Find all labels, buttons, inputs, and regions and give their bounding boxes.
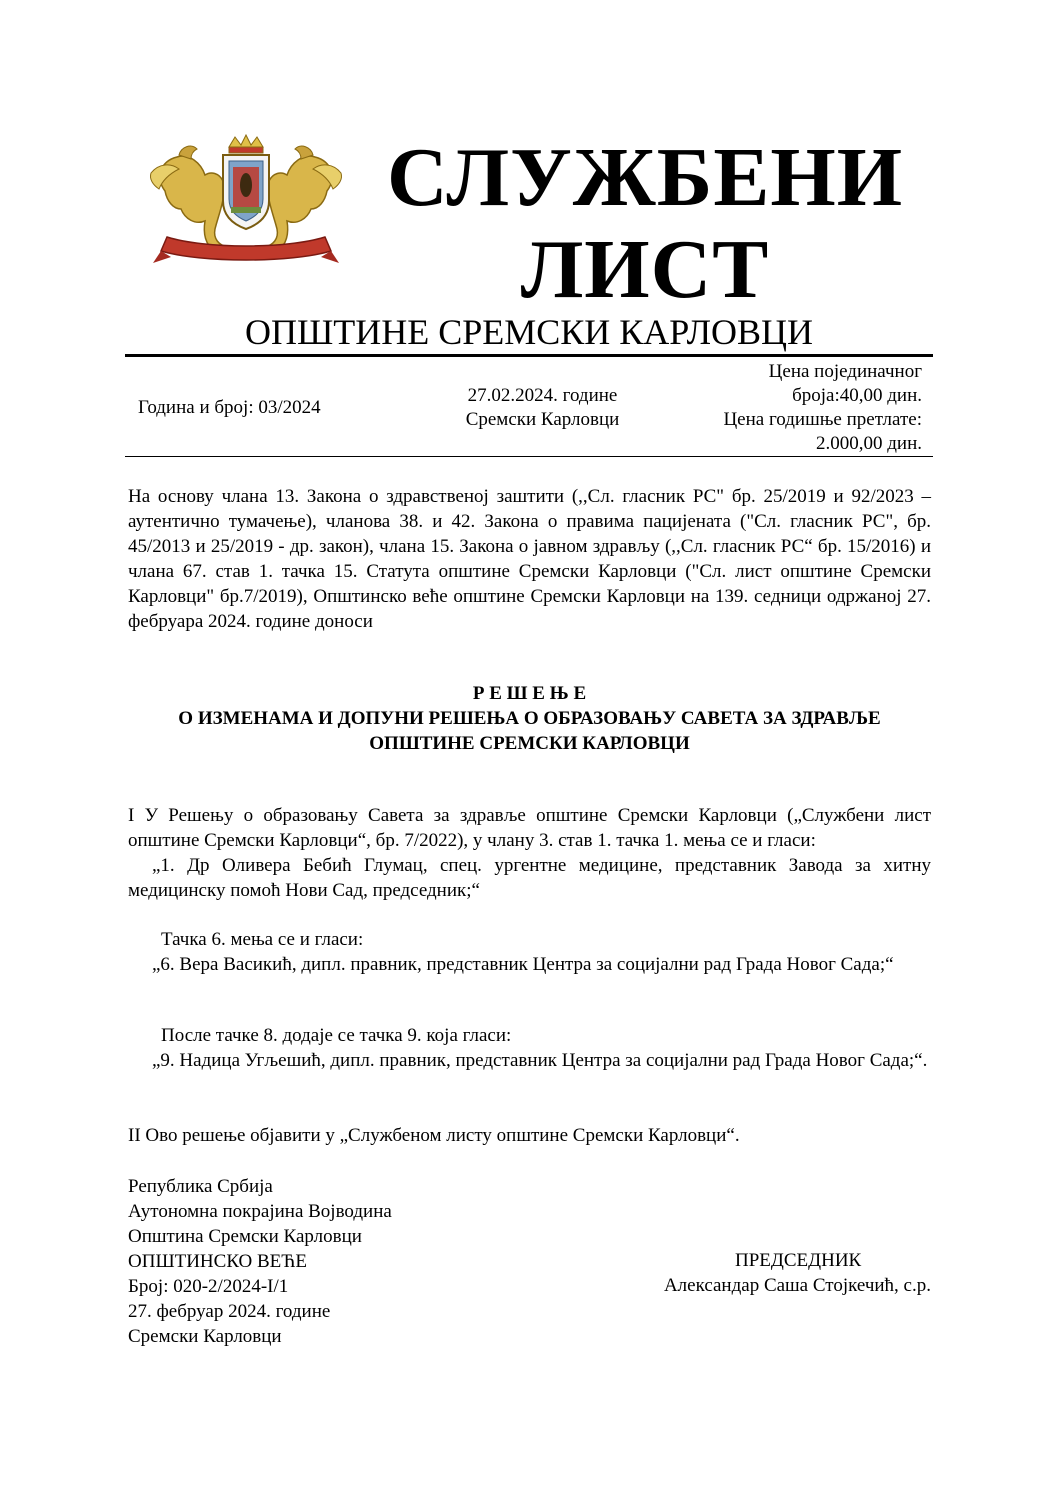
point-one-quote: „1. Др Оливера Бебић Глумац, спец. ургентне медицине, представник Завода за хитну медицинску помоћ Нови Сад, председник;“ [128, 855, 931, 901]
president-name: Александар Саша Стојкечић, с.р. [663, 1275, 931, 1296]
price-single-line-1: Цена појединачног [768, 361, 922, 382]
issue-date: 27.02.2024. године [467, 385, 618, 406]
point-nine-quote: „9. Надица Угљешић, дипл. правник, представник Центра за социјални рад Града Новог Сада;“. [152, 1050, 928, 1071]
section-one-paragraph: I У Решењу о образовању Савета за здравље општине Сремски Карловци („Службени лист општине Сремски Карловци“, бр. 7/2022), у члану 3. став 1. тачка 1. мења се и гласи: [128, 805, 931, 851]
signature-line: 27. фебруар 2024. године [128, 1301, 331, 1322]
section-two-paragraph: II Ово решење објавити у „Службеном листу општине Сремски Карловци“. [128, 1125, 740, 1146]
header-rule-bottom [125, 456, 933, 457]
header-rule-top [125, 354, 933, 357]
signature-line: Република Србија [128, 1176, 273, 1197]
point-six-intro: Тачка 6. мења се и гласи: [161, 929, 364, 950]
decision-title-line-2: О ИЗМЕНАМА И ДОПУНИ РЕШЕЊА О ОБРАЗОВАЊУ САВЕТА ЗА ЗДРАВЉЕ [178, 708, 881, 729]
issue-date-place [420, 384, 665, 432]
gazette-title-line-2: ЛИСТ [520, 223, 770, 316]
signature-line: ОПШТИНСКО ВЕЋЕ [128, 1251, 307, 1272]
decision-title-line-3: ОПШТИНЕ СРЕМСКИ КАРЛОВЦИ [369, 733, 690, 754]
preamble-paragraph: На основу члана 13. Закона о здравственој заштити (,,Сл. гласник РС" бр. 25/2019 и 92/2023 – аутентично тумачење), чланова 38. и 42. Закона о правима пацијената ("Сл. гласник РС", бр. 45/2013 и 25/2019 - др. закон), члана 15. Закона о јавном здрављу (,,Сл. гласник РС“ бр. 15/2016) и члана 67. став 1. тачка 15. Статута општине Сремски Карловци ("Сл. лист општине Сремски Карловци" бр.7/2019), Општинско веће општине Сремски Карловци на 139. седници одржаној 27. фебруара 2024. године доноси [128, 486, 931, 632]
coat-of-arms-icon [145, 133, 347, 268]
issue-prices [660, 360, 922, 456]
point-six-quote: „6. Вера Васикић, дипл. правник, представник Центра за социјални рад Града Новог Сада;“ [152, 954, 894, 975]
price-annual-line-2: 2.000,00 дин. [815, 433, 922, 454]
point-nine-intro: После тачке 8. додаје се тачка 9. која гласи: [161, 1025, 512, 1046]
decision-title-line-1: Р Е Ш Е Њ Е [472, 683, 587, 704]
president-title: ПРЕДСЕДНИК [735, 1250, 862, 1271]
signature-line: Општина Сремски Карловци [128, 1226, 362, 1247]
signature-line: Аутономна покрајина Војводина [128, 1201, 392, 1222]
signature-line: Сремски Карловци [128, 1326, 282, 1347]
decision-title [128, 681, 931, 756]
issue-place: Сремски Карловци [465, 409, 620, 430]
price-single-line-2: броја:40,00 дин. [792, 385, 922, 406]
signature-block-left [128, 1174, 392, 1349]
gazette-title-line-1: СЛУЖБЕНИ [386, 131, 904, 224]
price-annual-line-1: Цена годишње претлате: [723, 409, 922, 430]
issue-number: Година и број: 03/2024 [138, 397, 321, 418]
gazette-subtitle: ОПШТИНЕ СРЕМСКИ КАРЛОВЦИ [244, 312, 814, 352]
signature-line: Број: 020-2/2024-I/1 [128, 1276, 289, 1297]
